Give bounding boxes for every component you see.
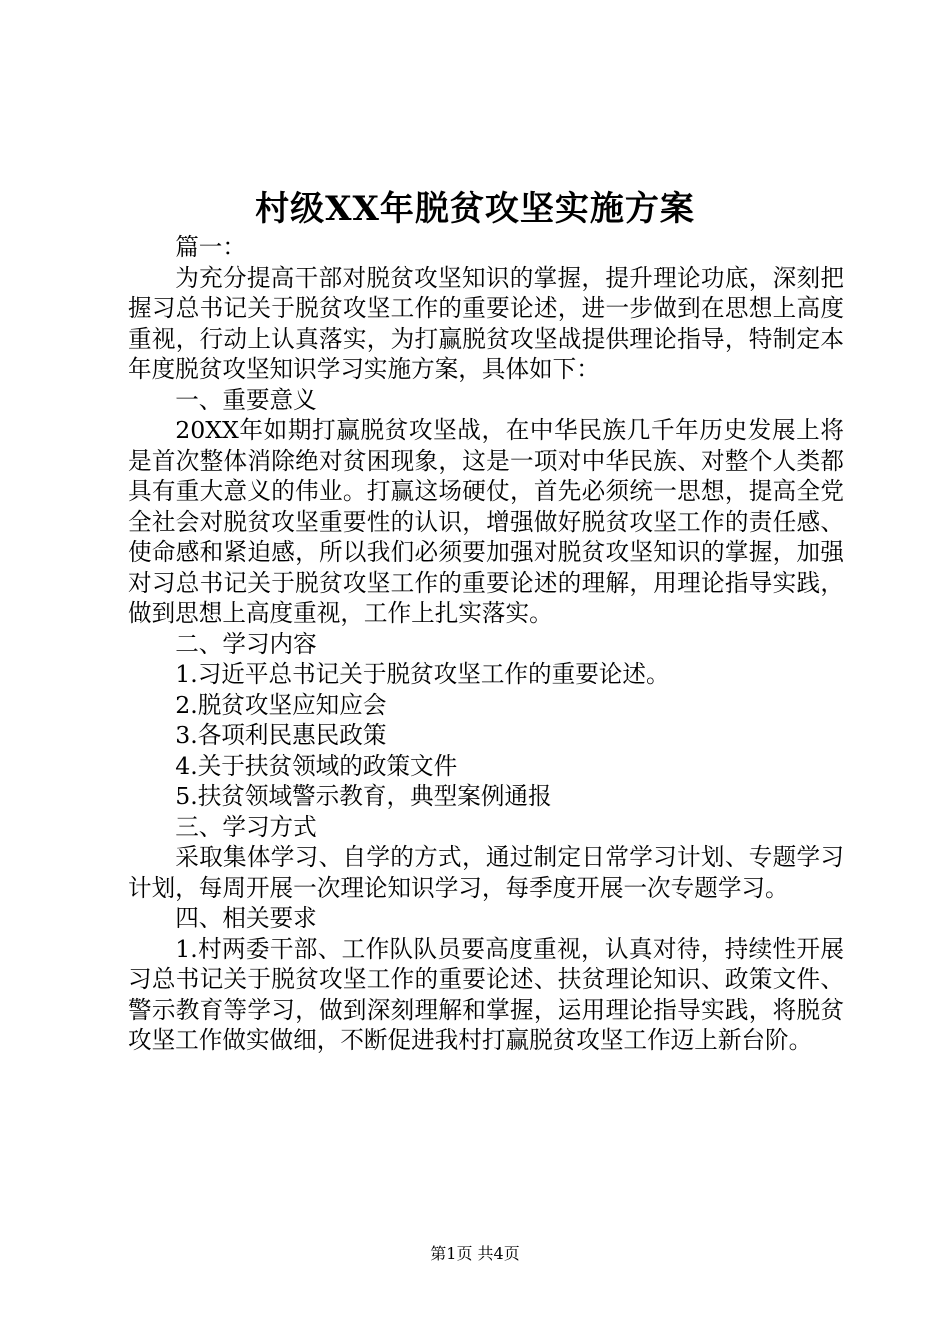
- heading-requirements: 四、相关要求: [175, 904, 317, 932]
- document-title: 村级XX年脱贫攻坚实施方案: [255, 189, 695, 229]
- heading-significance: 一、重要意义: [175, 385, 317, 414]
- heading-method: 三、学习方式: [175, 812, 317, 841]
- method-paragraph: 采取集体学习、自学的方式，通过制定日常学习计划、专题学习计划，每周开展一次理论知识学习，每季度开展一次专题学习。: [128, 843, 844, 902]
- content-item-3: 3.各项利民惠民政策: [175, 721, 387, 749]
- content-item-1: 1.习近平总书记关于脱贫攻坚工作的重要论述。: [175, 660, 670, 688]
- document-body: [128, 232, 844, 1056]
- section-label: 篇一：: [175, 233, 246, 261]
- content-item-4: 4.关于扶贫领域的政策文件: [175, 751, 458, 780]
- requirement-item-1: 1.村两委干部、工作队队员要高度重视，认真对待，持续性开展习总书记关于脱贫攻坚工作的重要论述、扶贫理论知识、政策文件、警示教育等学习，做到深刻理解和掌握，运用理论指导实践，将脱贫攻坚工作做实做细，不断促进我村打赢脱贫攻坚工作迈上新台阶。: [128, 934, 844, 1054]
- page-footer: 第1页 共4页: [430, 1244, 520, 1263]
- content-item-5: 5.扶贫领域警示教育，典型案例通报: [175, 782, 552, 810]
- significance-paragraph: 20XX年如期打赢脱贫攻坚战，在中华民族几千年历史发展上将是首次整体消除绝对贫困现象，这是一项对中华民族、对整个人类都具有重大意义的伟业。打赢这场硬仗，首先必须统一思想，提高全党全社会对脱贫攻坚重要性的认识，增强做好脱贫攻坚工作的责任感、使命感和紧迫感，所以我们必须要加强对脱贫攻坚知识的掌握，加强对习总书记关于脱贫攻坚工作的重要论述的理解，用理论指导实践，做到思想上高度重视，工作上扎实落实。: [128, 416, 844, 627]
- heading-content: 二、学习内容: [175, 629, 317, 658]
- content-item-2: 2.脱贫攻坚应知应会: [175, 690, 387, 719]
- intro-paragraph: 为充分提高干部对脱贫攻坚知识的掌握，提升理论功底，深刻把握习总书记关于脱贫攻坚工作的重要论述，进一步做到在思想上高度重视，行动上认真落实，为打赢脱贫攻坚战提供理论指导，特制定本年度脱贫攻坚知识学习实施方案，具体如下：: [128, 263, 844, 383]
